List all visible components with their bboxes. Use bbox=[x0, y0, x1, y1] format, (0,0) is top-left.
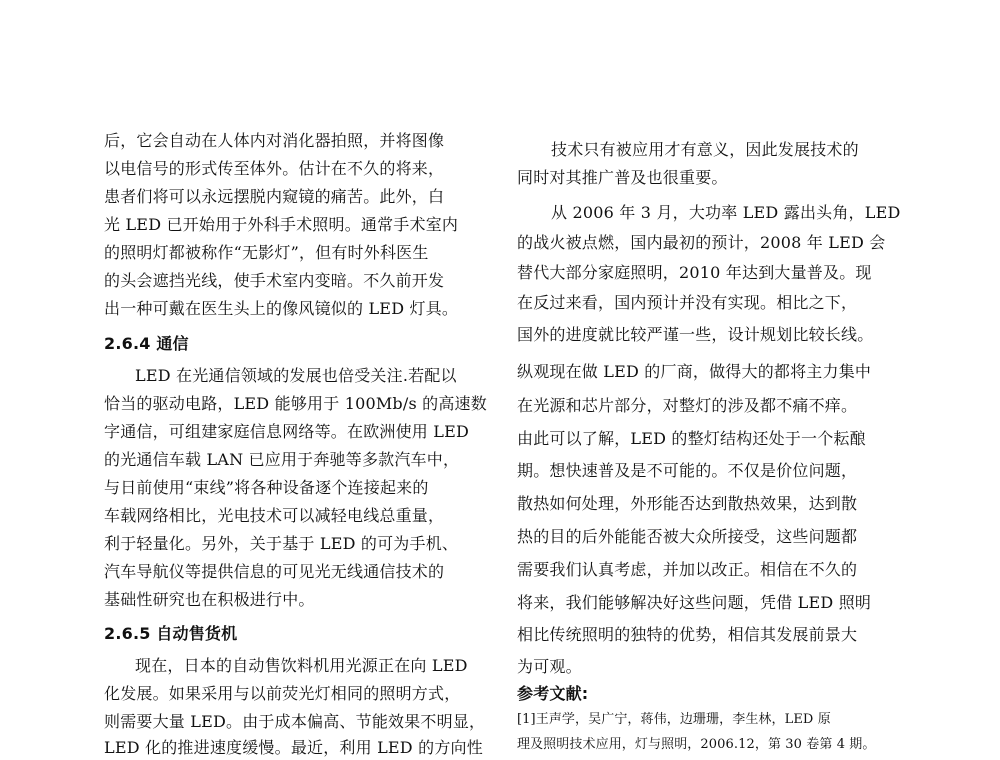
text-line: 在光源和芯片部分，对整灯的涉及都不痛不痒。 bbox=[517, 396, 858, 415]
text-line: 现在，日本的自动售饮料机用光源正在向 LED bbox=[135, 656, 468, 675]
text-line: 期。想快速普及是不可能的。不仅是价位问题， bbox=[517, 461, 858, 480]
text-line: 的光通信车载 LAN 已应用于奔驰等多款汽车中， bbox=[104, 450, 460, 469]
text-line: 则需要大量 LED。由于成本偏高、节能效果不明显， bbox=[104, 712, 486, 731]
text-line: 由此可以了解，LED 的整灯结构还处于一个耘酿 bbox=[517, 429, 866, 448]
section-heading-vending-machine: 2.6.5 自动售货机 bbox=[104, 624, 238, 643]
text-line: 基础性研究也在积极进行中。 bbox=[104, 590, 315, 609]
text-line: 在反过来看，国内预计并没有实现。相比之下， bbox=[517, 293, 858, 312]
text-line: 汽车导航仪等提供信息的可见光无线通信技术的 bbox=[104, 562, 445, 581]
text-line: 字通信，可组建家庭信息网络等。在欧洲使用 LED bbox=[104, 422, 470, 441]
text-line: LED 在光通信领域的发展也倍受关注.若配以 bbox=[135, 366, 457, 385]
reference-item: 理及照明技术应用，灯与照明，2006.12，第 30 卷第 4 期。 bbox=[517, 737, 876, 752]
text-line: 需要我们认真考虑，并加以改正。相信在不久的 bbox=[517, 560, 858, 579]
text-line: 从 2006 年 3 月，大功率 LED 露出头角，LED bbox=[551, 203, 901, 222]
text-line: 患者们将可以永远摆脱内窥镜的痛苦。此外，白 bbox=[104, 187, 445, 206]
text-line: 的头会遮挡光线，使手术室内变暗。不久前开发 bbox=[104, 271, 445, 290]
text-line: 化发展。如果采用与以前荧光灯相同的照明方式， bbox=[104, 684, 461, 703]
text-line: 光 LED 已开始用于外科手术照明。通常手术室内 bbox=[104, 215, 459, 234]
text-line: 将来，我们能够解决好这些问题，凭借 LED 照明 bbox=[517, 593, 872, 612]
text-line: 的照明灯都被称作“无影灯”，但有时外科医生 bbox=[104, 243, 429, 262]
text-line: 纵观现在做 LED 的厂商，做得大的都将主力集中 bbox=[517, 362, 872, 381]
text-line: 热的目的后外能能否被大众所接受，这些问题都 bbox=[517, 527, 858, 546]
text-line: 恰当的驱动电路，LED 能够用于 100Mb/s 的高速数 bbox=[104, 394, 487, 413]
text-line: 为可观。 bbox=[517, 657, 582, 676]
text-line: 后，它会自动在人体内对消化器拍照，并将图像 bbox=[104, 131, 445, 150]
text-line: 以电信号的形式传至体外。估计在不久的将来， bbox=[104, 159, 445, 178]
text-line: 与日前使用“束线”将各种设备逐个连接起来的 bbox=[104, 478, 429, 497]
text-line: 散热如何处理，外形能否达到散热效果，达到散 bbox=[517, 494, 858, 513]
section-heading-communication: 2.6.4 通信 bbox=[104, 334, 189, 353]
text-line: 出一种可戴在医生头上的像风镜似的 LED 灯具。 bbox=[104, 299, 459, 318]
text-line: 技术只有被应用才有意义，因此发展技术的 bbox=[551, 140, 859, 159]
reference-item: [1]王声学，吴广宁，蒋伟，边珊珊，李生林，LED 原 bbox=[517, 712, 831, 727]
text-line: 国外的进度就比较严谨一些，设计规划比较长线。 bbox=[517, 325, 874, 344]
text-line: 利于轻量化。另外，关于基于 LED 的可为手机、 bbox=[104, 534, 459, 553]
text-line: LED 化的推进速度缓慢。最近，利用 LED 的方向性 bbox=[104, 738, 483, 757]
text-line: 同时对其推广普及也很重要。 bbox=[517, 168, 728, 187]
text-line: 的战火被点燃，国内最初的预计，2008 年 LED 会 bbox=[517, 233, 886, 252]
text-line: 车载网络相比，光电技术可以减轻电线总重量， bbox=[104, 506, 445, 525]
text-line: 相比传统照明的独特的优势，相信其发展前景大 bbox=[517, 625, 858, 644]
text-line: 替代大部分家庭照明，2010 年达到大量普及。现 bbox=[517, 263, 872, 282]
references-heading: 参考文献: bbox=[517, 684, 589, 703]
